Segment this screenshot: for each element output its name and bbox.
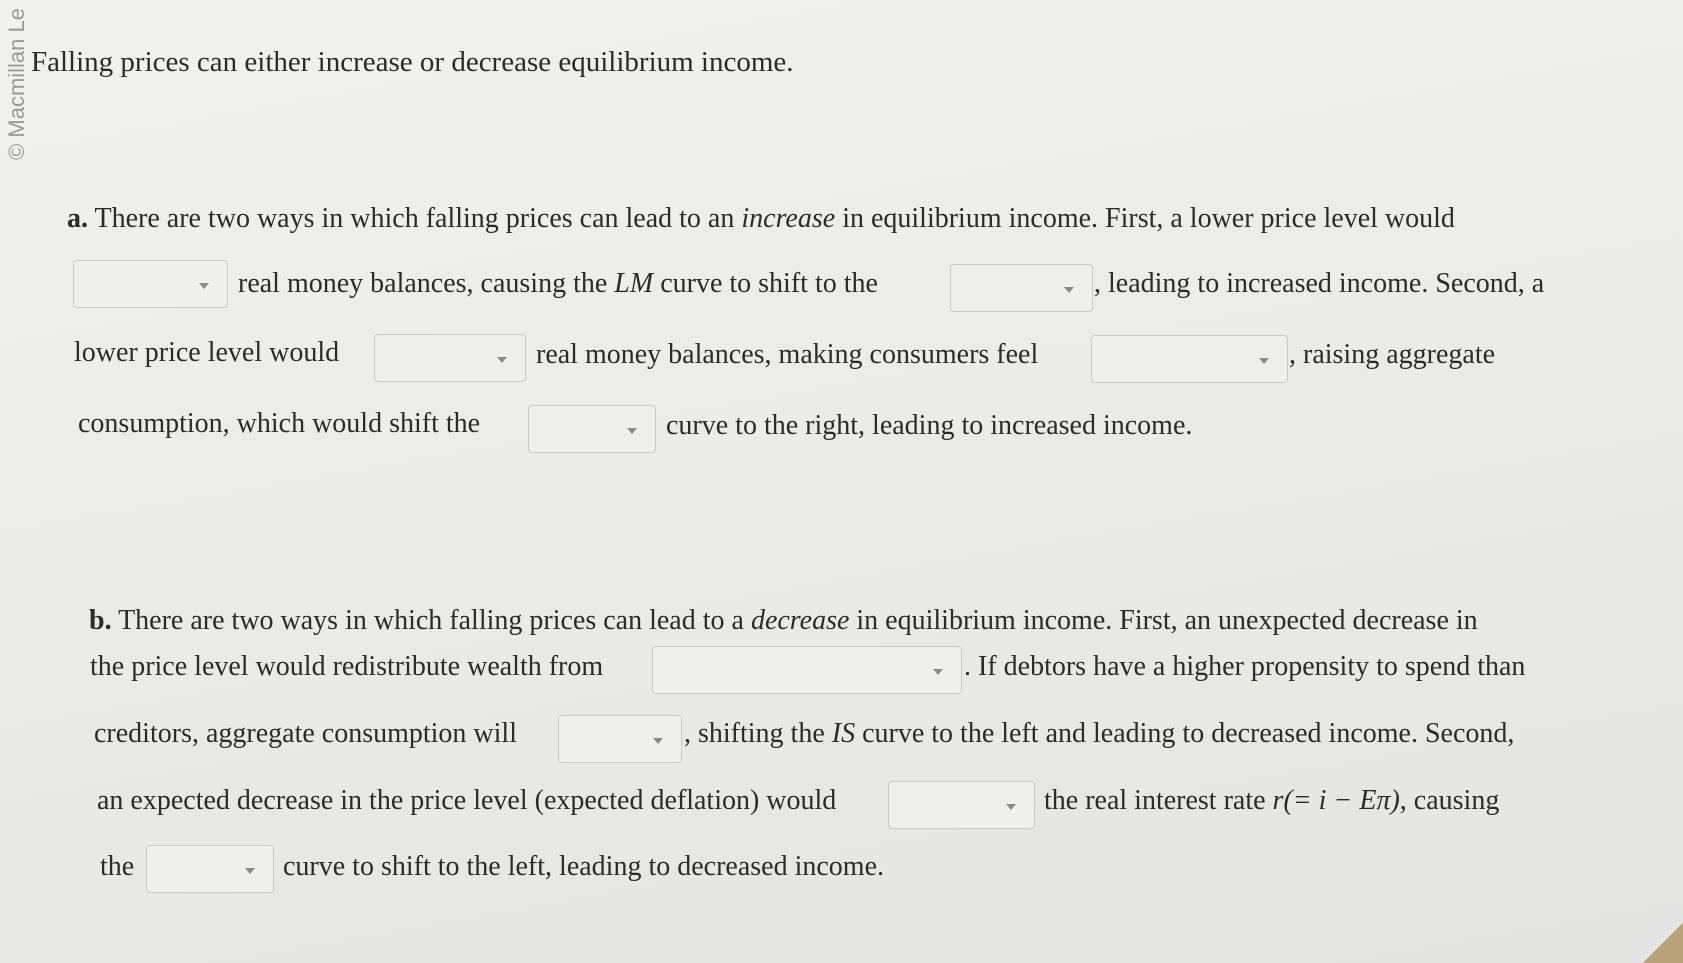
chevron-down-icon — [627, 428, 637, 434]
chevron-down-icon — [653, 738, 663, 744]
part-b-label: b. — [89, 605, 112, 636]
part-b-line-4-end: the real interest rate r(= i − Eπ), causing — [1044, 785, 1500, 816]
chevron-down-icon — [1006, 804, 1016, 810]
dropdown-a5[interactable] — [528, 405, 656, 453]
part-b-line-5-end: curve to shift to the left, leading to decreased income. — [283, 851, 885, 882]
chevron-down-icon — [1064, 287, 1074, 293]
part-a-line-3-mid: real money balances, making consumers feel — [536, 339, 1039, 370]
question-title: Falling prices can either increase or decrease equilibrium income. — [31, 46, 794, 78]
dropdown-b3[interactable] — [888, 781, 1035, 829]
page-corner-decoration — [1643, 923, 1683, 963]
chevron-down-icon — [199, 283, 209, 289]
part-b-line-2-text: the price level would redistribute wealth from — [90, 651, 604, 682]
part-a-label: a. — [67, 203, 88, 234]
part-a-line-1: a. There are two ways in which falling prices can lead to an increase in equilibrium income. First, a lower price level would — [67, 203, 1455, 234]
part-a-line-4-text: consumption, which would shift the — [78, 408, 481, 439]
chevron-down-icon — [933, 669, 943, 675]
part-b-line-1: b. There are two ways in which falling prices can lead to a decrease in equilibrium income. First, an unexpected decrease in — [89, 605, 1478, 636]
chevron-down-icon — [1259, 358, 1269, 364]
copyright-watermark: © Macmillan Le — [4, 8, 29, 160]
part-a-line-3-text: lower price level would — [74, 337, 340, 368]
chevron-down-icon — [497, 357, 507, 363]
part-a-line-4-end: curve to the right, leading to increased income. — [666, 410, 1193, 441]
dropdown-a4[interactable] — [1091, 335, 1288, 383]
part-b-line-3-text: creditors, aggregate consumption will — [94, 718, 517, 749]
real-interest-formula: r(= i − Eπ) — [1272, 785, 1400, 816]
dropdown-a2[interactable] — [950, 264, 1093, 312]
dropdown-b2[interactable] — [558, 715, 682, 763]
part-a-line-3-end: , raising aggregate — [1289, 339, 1496, 370]
part-b-line-5-text: the — [100, 851, 135, 882]
part-b-line-4-text: an expected decrease in the price level (expected deflation) would — [97, 785, 837, 816]
dropdown-b1[interactable] — [652, 646, 962, 694]
dropdown-a1[interactable] — [73, 260, 228, 308]
part-a-line-2-text: real money balances, causing the LM curve to shift to the — [238, 268, 878, 299]
part-a-line-2-end: , leading to increased income. Second, a — [1094, 268, 1545, 299]
part-b-line-3-end: , shifting the IS curve to the left and leading to decreased income. Second, — [684, 718, 1515, 749]
dropdown-b4[interactable] — [146, 845, 274, 893]
chevron-down-icon — [245, 868, 255, 874]
part-b-line-2-end: . If debtors have a higher propensity to spend than — [964, 651, 1526, 682]
dropdown-a3[interactable] — [374, 334, 526, 382]
